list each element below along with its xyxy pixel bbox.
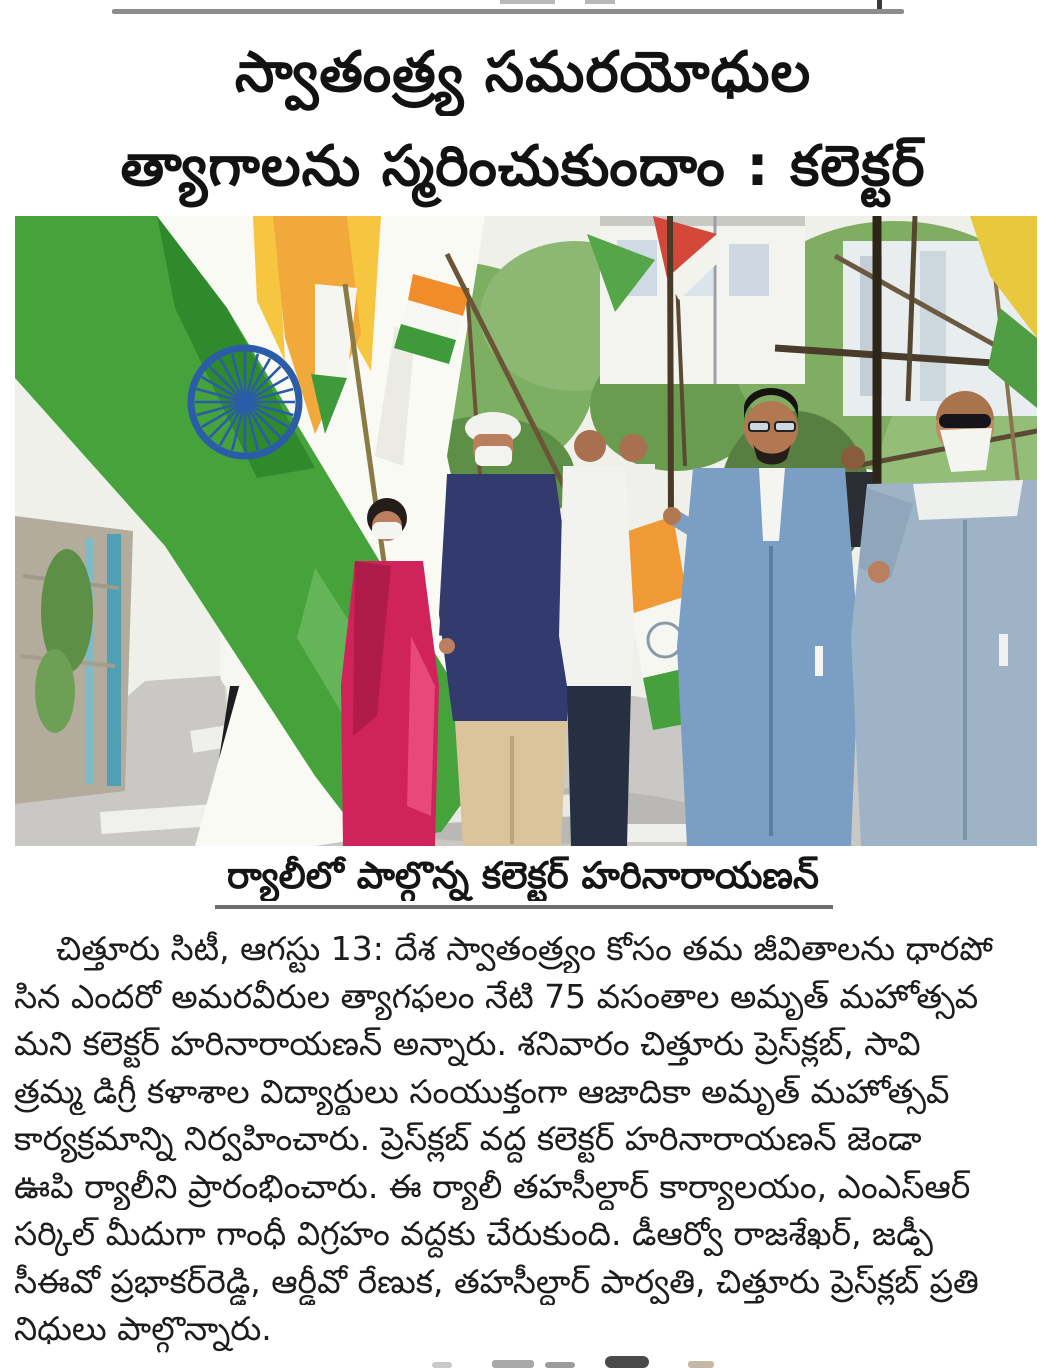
body-line: మని కలెక్టర్ హరినారాయణన్ అన్నారు. శనివారం చిత్తూరు ప్రెస్‌క్లబ్, సావి [14, 1024, 921, 1063]
body-line: సిన ఎందరో అమరవీరుల త్యాగఫలం నేటి 75 వసంతాల అమృత్ మహోత్సవ [14, 976, 979, 1016]
chakra-spokes [195, 352, 295, 452]
cropped-fragment [432, 1362, 452, 1368]
body-line: సర్కిల్ మీదుగా గాంధీ విగ్రహం వద్దకు చేరుకుంది. డీఆర్వో రాజశేఖర్, జడ్పీ [14, 1214, 933, 1253]
cropped-fragment [688, 1361, 714, 1368]
man-white-shirt [559, 430, 635, 846]
caption-underline-rule [215, 905, 833, 909]
cropped-fragment [605, 1356, 649, 1368]
body-line: సీఈవో ప్రభాకర్‌రెడ్డి, ఆర్డీవో రేణుక, తహసీల్దార్ పార్వతి, చిత్తూరు ప్రెస్‌క్లబ్ ప్రతి [14, 1261, 979, 1301]
cropped-text-fragment [500, 0, 555, 4]
cropped-text-fragment [585, 0, 615, 4]
body-line: ఊపి ర్యాలీని ప్రారంభించారు. ఈ ర్యాలీ తహసీల్దార్ కార్యాలయం, ఎంఎస్ఆర్ [14, 1166, 971, 1206]
body-line: చిత్తూరు సిటీ, ఆగస్టు 13: దేశ స్వాతంత్ర్యం కోసం తమ జీవితాలను ధారపో [56, 929, 993, 968]
body-line: త్రమ్మ డిగ్రీ కళాశాల విద్యార్థులు సంయుక్తంగా ఆజాదికా అమృత్ మహోత్సవ్ [14, 1071, 950, 1111]
cropped-fragment [545, 1362, 575, 1368]
headline-line-1: స్వాతంత్ర్య సమరయోధుల [234, 40, 812, 105]
cropped-fragment [492, 1360, 534, 1368]
top-tick-mark [877, 0, 882, 9]
headline-line-2: త్యాగాలను స్మరించుకుందాం : కలెక్టర్ [120, 134, 926, 199]
top-divider-rule [112, 9, 904, 14]
rally-photo-illustration [15, 216, 1037, 846]
photo-caption: ర్యాలీలో పాల్గొన్న కలెక్టర్ హరినారాయణన్ [227, 854, 819, 897]
body-line: కార్యక్రమాన్ని నిర్వహించారు. ప్రెస్‌క్లబ్ వద్ద కలెక్టర్ హరినారాయణన్ జెండా [14, 1119, 922, 1158]
body-line: నిధులు పాల్గొన్నారు. [14, 1309, 272, 1348]
rally-photo [15, 216, 1037, 846]
article-headline [0, 30, 1046, 210]
article-body [14, 925, 1033, 1361]
